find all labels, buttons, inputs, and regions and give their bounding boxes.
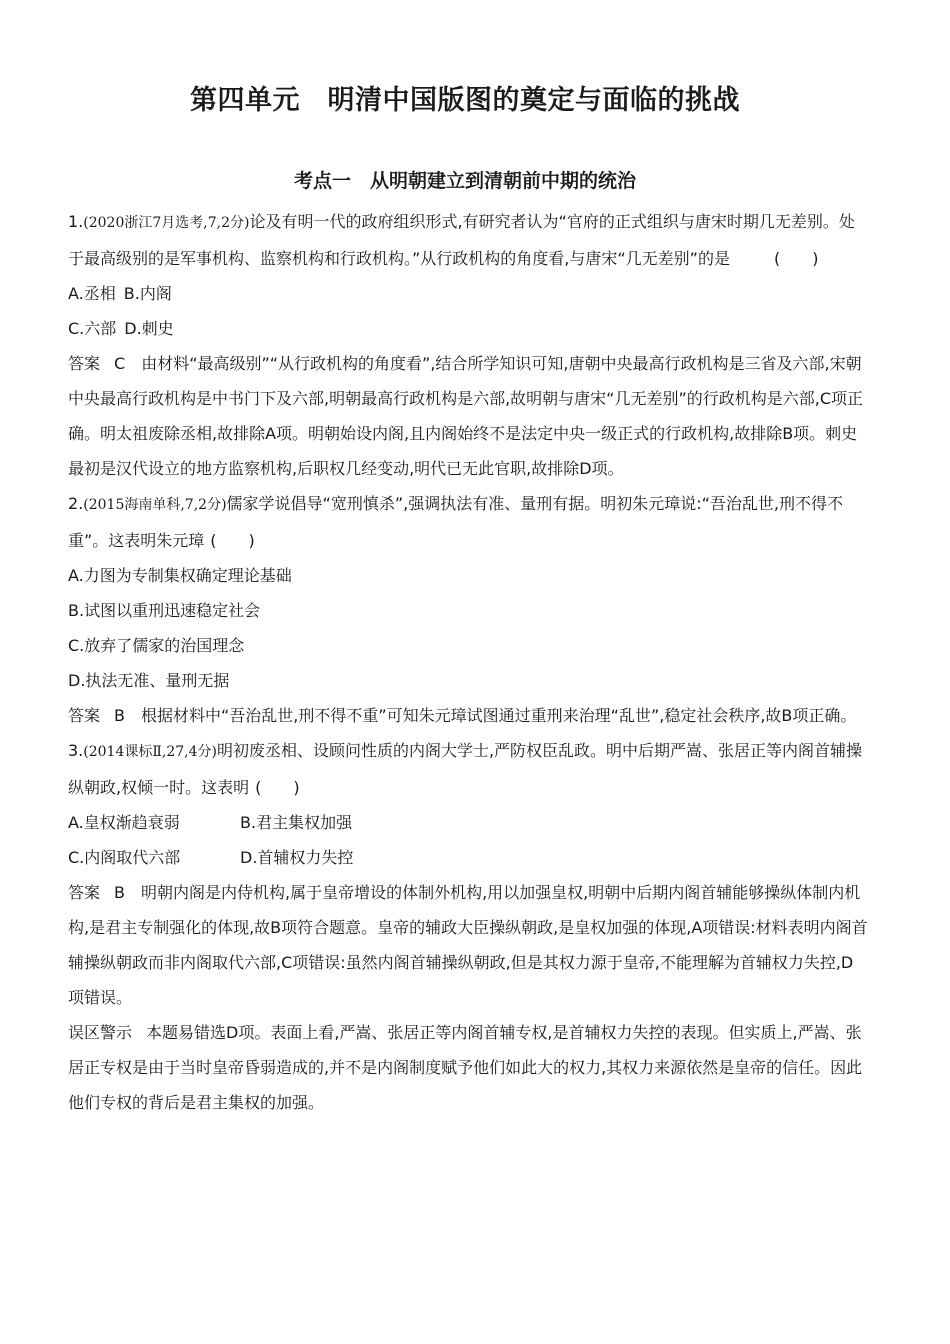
warning-text: 本题易错选D项。表面上看,严嵩、张居正等内阁首辅专权,是首辅权力失控的表现。但实质上,严嵩、张居正专权是由于当时皇帝昏弱造成的,并不是内阁制度赋予他们如此大的权力,其权力来源依然是皇帝的信任。因此他们专权的背后是君主集权的加强。 bbox=[68, 1023, 863, 1112]
answer-label: 答案 bbox=[68, 706, 101, 725]
answer-blank: ( ) bbox=[210, 531, 255, 550]
option-b: B.内阁 bbox=[123, 284, 172, 303]
answer-blank: ( ) bbox=[255, 778, 300, 797]
question-1-stem bbox=[68, 204, 868, 276]
question-source: (2015海南单科,7,2分) bbox=[83, 497, 227, 513]
answer-choice: B bbox=[114, 883, 125, 902]
answer-explanation: 由材料“最高级别”“从行政机构的角度看”,结合所学知识可知,唐朝中央最高行政机构是三省及六部,宋朝中央最高行政机构是中书门下及六部,明朝最高行政机构是六部,故明朝与唐宋“几无差别”的行政机构是六部,C项正确。明太祖废除丞相,故排除A项。明朝始设内阁,且内阁始终不是法定中央一级正式的行政机构,故排除B项。刺史最初是汉代设立的地方监察机构,后职权几经变动,明代已无此官职,故排除D项。 bbox=[68, 354, 864, 478]
option-c: C.放弃了儒家的治国理念 bbox=[68, 636, 245, 655]
option-a: A.丞相 bbox=[68, 284, 116, 303]
answer-label: 答案 bbox=[68, 354, 101, 373]
question-text: 儒家学说倡导“宽刑慎杀”,强调执法有准、量刑有据。明初朱元璋说:“吾治乱世,刑不得不重”。这表明朱元璋 bbox=[68, 494, 843, 550]
question-3-options-row-2 bbox=[68, 840, 868, 875]
question-3-warning bbox=[68, 1015, 868, 1120]
question-number: 3. bbox=[68, 741, 84, 760]
question-2-answer bbox=[68, 698, 868, 733]
question-3-answer bbox=[68, 875, 868, 1015]
option-b: B.试图以重刑迅速稳定社会 bbox=[68, 601, 261, 620]
answer-explanation: 明朝内阁是内侍机构,属于皇帝增设的体制外机构,用以加强皇权,明朝中后期内阁首辅能够操纵体制内机构,是君主专制强化的体现,故B项符合题意。皇帝的辅政大臣操纵朝政,是皇权加强的体现,A项错误:材料表明内阁首辅操纵朝政而非内阁取代六部,C项错误:虽然内阁首辅操纵朝政,但是其权力源于皇帝,不能理解为首辅权力失控,D项错误。 bbox=[68, 883, 868, 1007]
answer-label: 答案 bbox=[68, 883, 101, 902]
question-3-stem bbox=[68, 733, 868, 805]
option-d: D.执法无准、量刑无据 bbox=[68, 671, 230, 690]
option-d: D.刺史 bbox=[124, 319, 174, 338]
question-text: 论及有明一代的政府组织形式,有研究者认为“官府的正式组织与唐宋时期几无差别。处于最高级别的是军事机构、监察机构和行政机构。”从行政机构的角度看,与唐宋“几无差别”的是 bbox=[68, 212, 855, 268]
question-1-options-row-1 bbox=[68, 276, 868, 311]
question-2-stem bbox=[68, 486, 868, 558]
question-1-answer bbox=[68, 346, 868, 486]
answer-choice: C bbox=[114, 354, 126, 373]
question-list bbox=[68, 204, 868, 1120]
option-d: D.首辅权力失控 bbox=[240, 848, 354, 867]
answer-explanation: 根据材料中“吾治乱世,刑不得不重”可知朱元璋试图通过重刑来治理“乱世”,稳定社会秩序,故B项正确。 bbox=[141, 706, 857, 725]
warning-label: 误区警示 bbox=[68, 1023, 133, 1042]
question-1-options-row-2 bbox=[68, 311, 868, 346]
unit-title: 第四单元 明清中国版图的奠定与面临的挑战 bbox=[190, 85, 740, 116]
option-b: B.君主集权加强 bbox=[240, 813, 353, 832]
question-number: 2. bbox=[68, 494, 84, 513]
option-c: C.六部 bbox=[68, 319, 117, 338]
option-a: A.力图为专制集权确定理论基础 bbox=[68, 566, 292, 585]
question-source: (2020浙江7月选考,7,2分) bbox=[83, 215, 250, 231]
section-title: 考点一 从明朝建立到清朝前中期的统治 bbox=[293, 170, 636, 192]
question-3-options-row-1 bbox=[68, 805, 868, 840]
question-text: 明初废丞相、设顾问性质的内阁大学士,严防权臣乱政。明中后期严嵩、张居正等内阁首辅操纵朝政,权倾一时。这表明 bbox=[68, 741, 863, 797]
answer-choice: B bbox=[114, 706, 125, 725]
answer-blank: ( ) bbox=[773, 249, 819, 268]
option-a: A.皇权渐趋衰弱 bbox=[68, 813, 180, 832]
option-c: C.内阁取代六部 bbox=[68, 848, 181, 867]
question-source: (2014课标Ⅱ,27,4分) bbox=[83, 744, 217, 760]
question-number: 1. bbox=[68, 212, 84, 231]
